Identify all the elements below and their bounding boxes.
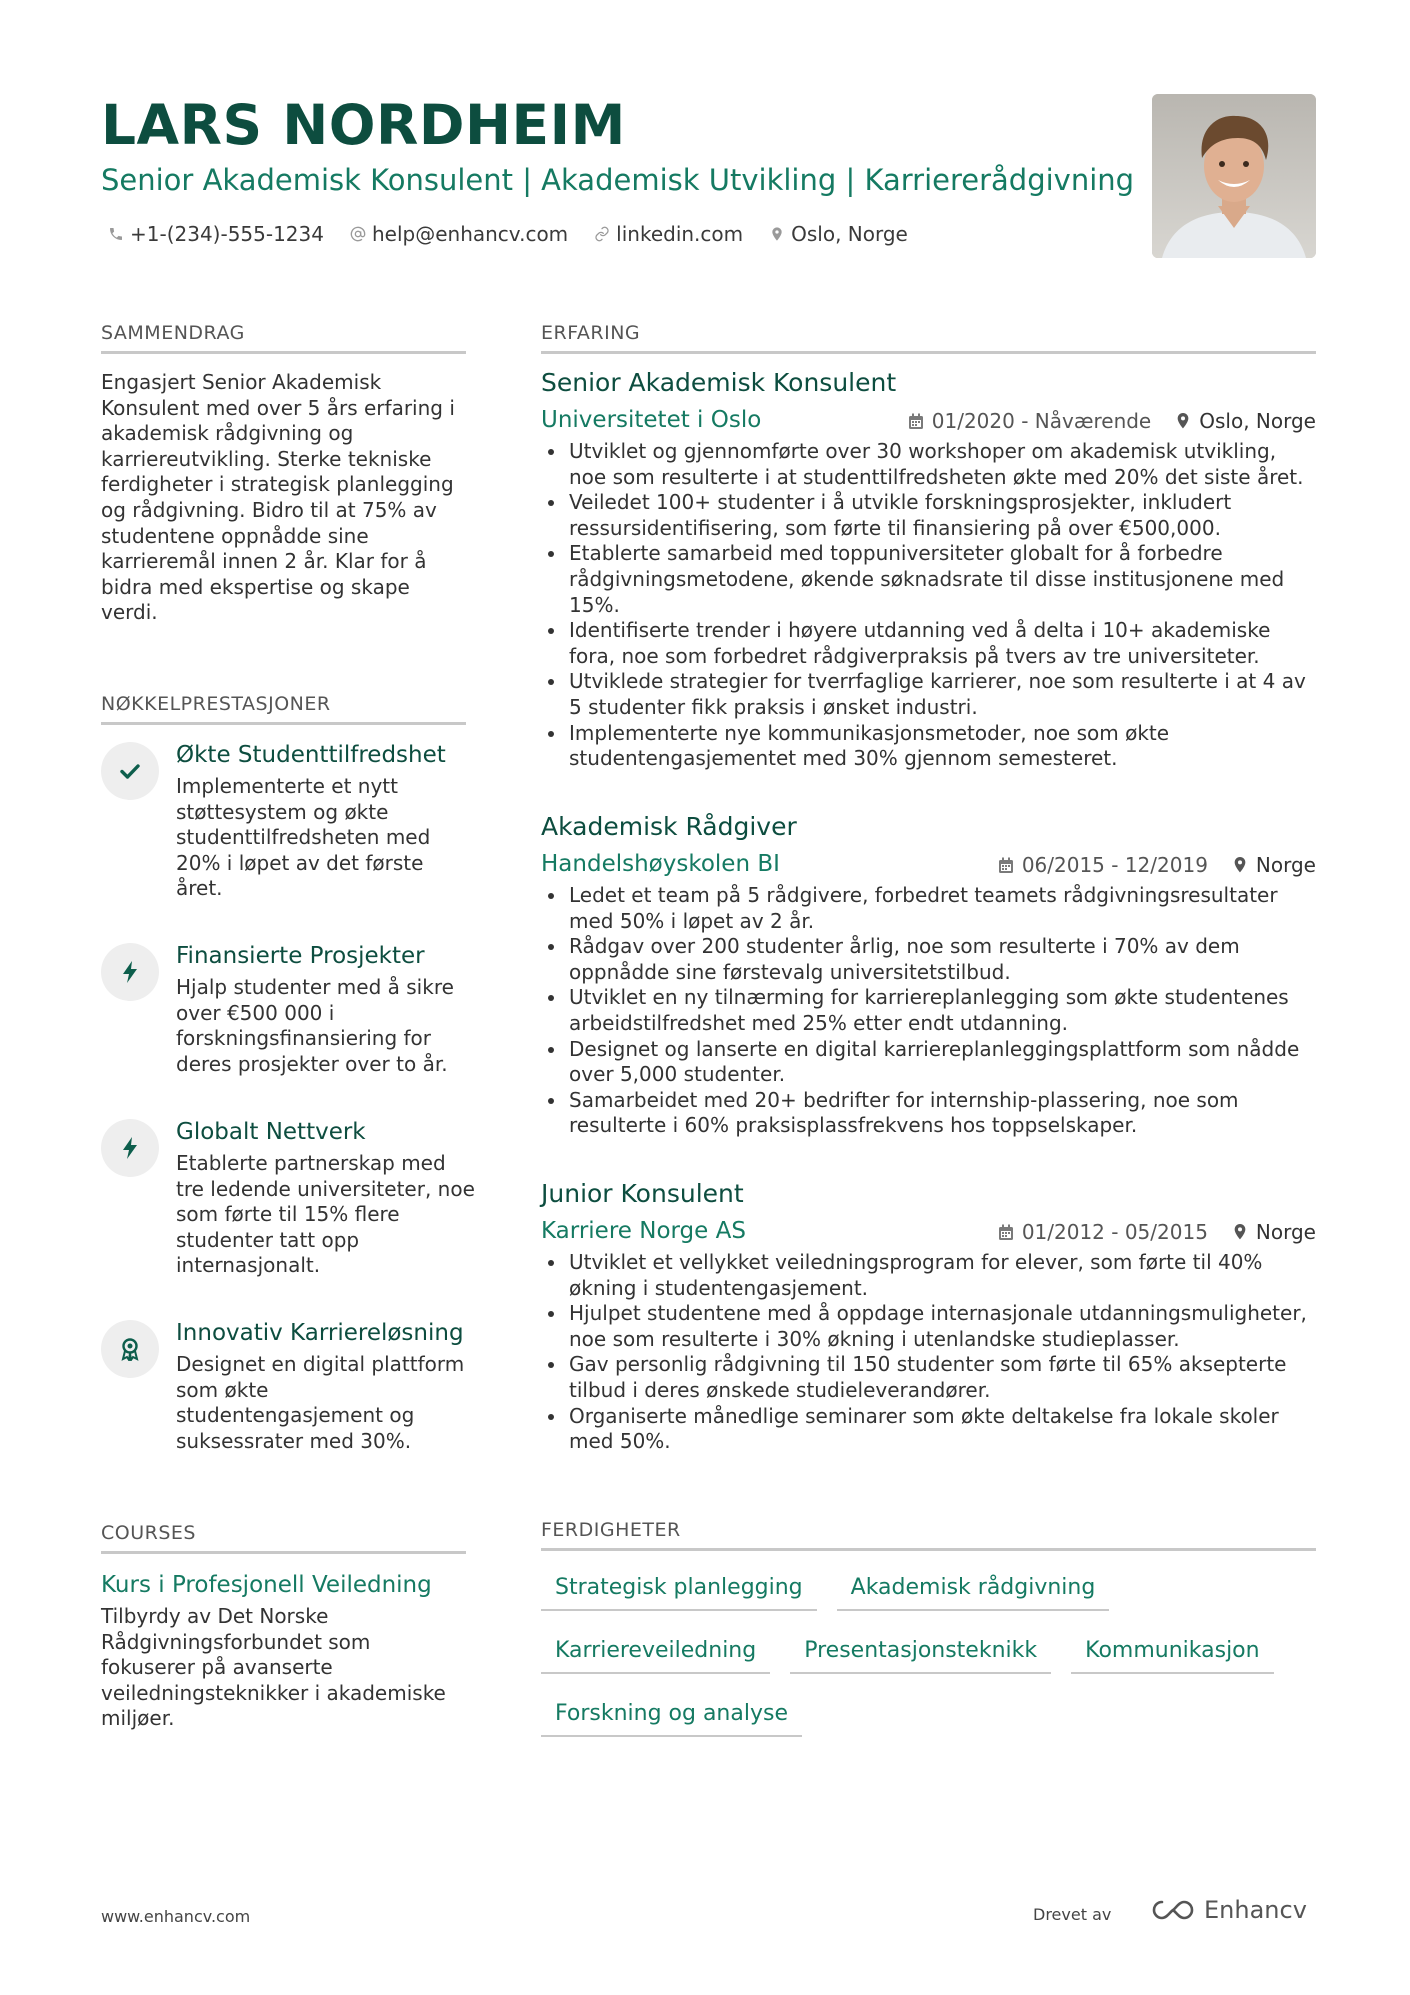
- skill-tag: Forskning og analyse: [541, 1696, 802, 1737]
- job-location: Oslo, Norge: [1199, 409, 1316, 433]
- list-item: Designet og lanserte en digital karriereplanleggingsplattform som nådde over 5,000 studenter.: [541, 1037, 1316, 1088]
- job-location: Norge: [1255, 853, 1316, 877]
- check-icon: [101, 742, 159, 800]
- job-meta: [541, 847, 1316, 881]
- job-title: Akademisk Rådgiver: [541, 812, 797, 841]
- contact-location-text: Oslo, Norge: [791, 222, 908, 246]
- job-bullets: [541, 439, 1316, 772]
- location-icon: [769, 226, 785, 242]
- skill-tag: Karriereveiledning: [541, 1633, 770, 1674]
- achievement-title: Innovativ Karriereløsning: [176, 1320, 464, 1346]
- profile-photo-image: [1152, 94, 1316, 258]
- skill-tag: Akademisk rådgivning: [837, 1570, 1110, 1611]
- list-item: Utviklet et vellykket veiledningsprogram for elever, som førte til 40% økning i studentengasjement.: [541, 1250, 1316, 1301]
- infinity-icon: [1150, 1898, 1196, 1922]
- experience-heading: ERFARING: [541, 321, 1316, 354]
- list-item: Utviklet en ny tilnærming for karriereplanlegging som økte studentenes arbeidstilfredshet med 25% etter endt utdanning.: [541, 985, 1316, 1036]
- job-company: Karriere Norge AS: [541, 1218, 746, 1244]
- achievement-title: Økte Studenttilfredshet: [176, 742, 446, 768]
- award-icon: [101, 1320, 159, 1378]
- job-entry: [541, 1178, 1316, 1455]
- list-item: Implementerte nye kommunikasjonsmetoder, noe som økte studentengasjementet med 30% gjennom semesteret.: [541, 721, 1316, 772]
- link-icon: [594, 226, 610, 242]
- job-title: Junior Konsulent: [541, 1179, 744, 1208]
- contact-phone-text: +1-(234)-555-1234: [130, 222, 324, 246]
- location-icon: [1232, 856, 1248, 874]
- at-icon: [350, 226, 366, 242]
- job-entry: [541, 811, 1316, 1139]
- achievement-title: Globalt Nettverk: [176, 1119, 366, 1145]
- enhancv-logo[interactable]: [1150, 1896, 1307, 1924]
- calendar-icon: [998, 1224, 1014, 1241]
- list-item: Utviklede strategier for tverrfaglige karrierer, noe som resulterte i at 4 av 5 studenter fikk praksis i ønsket industri.: [541, 669, 1316, 720]
- achievement-title: Finansierte Prosjekter: [176, 943, 425, 969]
- achievement-item: [101, 941, 471, 1091]
- list-item: Hjulpet studentene med å oppdage internasjonale utdanningsmuligheter, noe som resulterte i 30% økning i utenlandske studieplasser.: [541, 1301, 1316, 1352]
- job-meta: [541, 1214, 1316, 1248]
- job-dates: 06/2015 - 12/2019: [1021, 853, 1208, 877]
- list-item: Rådgav over 200 studenter årlig, noe som resulterte i 70% av dem oppnådde sine førstevalg universitetstilbud.: [541, 934, 1316, 985]
- calendar-icon: [998, 857, 1014, 874]
- summary-heading: SAMMENDRAG: [101, 321, 466, 354]
- list-item: Organiserte månedlige seminarer som økte deltakelse fra lokale skoler med 50%.: [541, 1404, 1316, 1455]
- list-item: Gav personlig rådgivning til 150 studenter som førte til 65% aksepterte tilbud i deres ønskede studieleverandører.: [541, 1352, 1316, 1403]
- list-item: Veiledet 100+ studenter i å utvikle forskningsprosjekter, inkludert ressursidentifisering, som førte til finansiering på over €500,000.: [541, 490, 1316, 541]
- job-location: Norge: [1255, 1220, 1316, 1244]
- contact-phone[interactable]: [108, 220, 324, 248]
- skill-tag: Kommunikasjon: [1071, 1633, 1273, 1674]
- achievements-heading: NØKKELPRESTASJONER: [101, 692, 466, 725]
- list-item: Identifiserte trender i høyere utdanning ved å delta i 10+ akademiske fora, noe som forbedret rådgiverpraksis på tvers av tre universiteter.: [541, 618, 1316, 669]
- job-bullets: [541, 883, 1316, 1139]
- contact-location: [769, 220, 908, 248]
- job-company: Universitetet i Oslo: [541, 407, 762, 433]
- job-dates: 01/2012 - 05/2015: [1021, 1220, 1208, 1244]
- job-title: Senior Akademisk Konsulent: [541, 368, 897, 397]
- location-icon: [1232, 1223, 1248, 1241]
- list-item: Etablerte samarbeid med toppuniversiteter globalt for å forbedre rådgivningsmetodene, økende søknadsrate til disse institusjonene med 15%.: [541, 541, 1316, 618]
- skill-tag: Presentasjonsteknikk: [790, 1633, 1051, 1674]
- course-text: Tilbyrdy av Det Norske Rådgivningsforbundet som fokuserer på avanserte veiledningsteknikker i akademiske miljøer.: [101, 1604, 446, 1731]
- achievement-item: [101, 740, 471, 910]
- course-title: Kurs i Profesjonell Veiledning: [101, 1572, 432, 1598]
- lightning-icon: [101, 1119, 159, 1177]
- job-company: Handelshøyskolen BI: [541, 851, 780, 877]
- achievement-text: Designet en digital plattform som økte studentengasjement og suksessrater med 30%.: [176, 1352, 465, 1453]
- profile-photo: [1152, 94, 1316, 258]
- list-item: Utviklet og gjennomførte over 30 workshoper om akademisk utvikling, noe som resulterte i at studenttilfredsheten økte med 20% det siste året.: [541, 439, 1316, 490]
- contact-linkedin[interactable]: [594, 220, 743, 248]
- courses-heading: COURSES: [101, 1521, 466, 1554]
- job-entry: [541, 367, 1316, 772]
- achievement-item: [101, 1318, 471, 1468]
- achievement-text: Implementerte et nytt støttesystem og økte studenttilfredsheten med 20% i løpet av det første året.: [176, 774, 431, 901]
- headline: Senior Akademisk Konsulent | Akademisk Utvikling | Karriererådgivning: [101, 163, 1135, 197]
- footer-url[interactable]: www.enhancv.com: [101, 1907, 251, 1926]
- calendar-icon: [908, 413, 924, 430]
- list-item: Ledet et team på 5 rådgivere, forbedret teamets rådgivningsresultater med 50% i løpet av 2 år.: [541, 883, 1316, 934]
- skills-list: [541, 1570, 1321, 1737]
- achievement-item: [101, 1117, 475, 1287]
- candidate-name: LARS NORDHEIM: [101, 93, 626, 157]
- phone-icon: [108, 226, 124, 242]
- job-meta: [541, 403, 1316, 437]
- achievement-text: Etablerte partnerskap med tre ledende universiteter, noe som førte til 15% flere studenter tatt opp internasjonalt.: [176, 1151, 475, 1278]
- contact-email-text: help@enhancv.com: [371, 222, 569, 246]
- lightning-icon: [101, 943, 159, 1001]
- achievement-text: Hjalp studenter med å sikre over €500 000 i forskningsfinansiering for deres prosjekter over to år.: [176, 975, 454, 1076]
- job-bullets: [541, 1250, 1316, 1455]
- job-dates: 01/2020 - Nåværende: [931, 409, 1152, 433]
- contact-linkedin-text: linkedin.com: [616, 222, 744, 246]
- list-item: Samarbeidet med 20+ bedrifter for internship-plassering, noe som resulterte i 60% praksisplassfrekvens hos toppselskaper.: [541, 1088, 1316, 1139]
- brand-name: Enhancv: [1204, 1896, 1307, 1924]
- skills-heading: FERDIGHETER: [541, 1518, 1316, 1551]
- summary-text: Engasjert Senior Akademisk Konsulent med over 5 års erfaring i akademisk rådgivning og karriereutvikling. Sterke tekniske ferdigheter i strategisk planlegging og rådgivning. Bidro til at 75% av studentene oppnådde sine karrieremål innen 2 år. Klar for å bidra med ekspertise og skape verdi.: [101, 370, 455, 625]
- skill-tag: Strategisk planlegging: [541, 1570, 817, 1611]
- footer-powered-by: Drevet av: [1033, 1905, 1112, 1924]
- contact-bar: [108, 220, 908, 248]
- contact-email[interactable]: [350, 220, 568, 248]
- location-icon: [1175, 412, 1191, 430]
